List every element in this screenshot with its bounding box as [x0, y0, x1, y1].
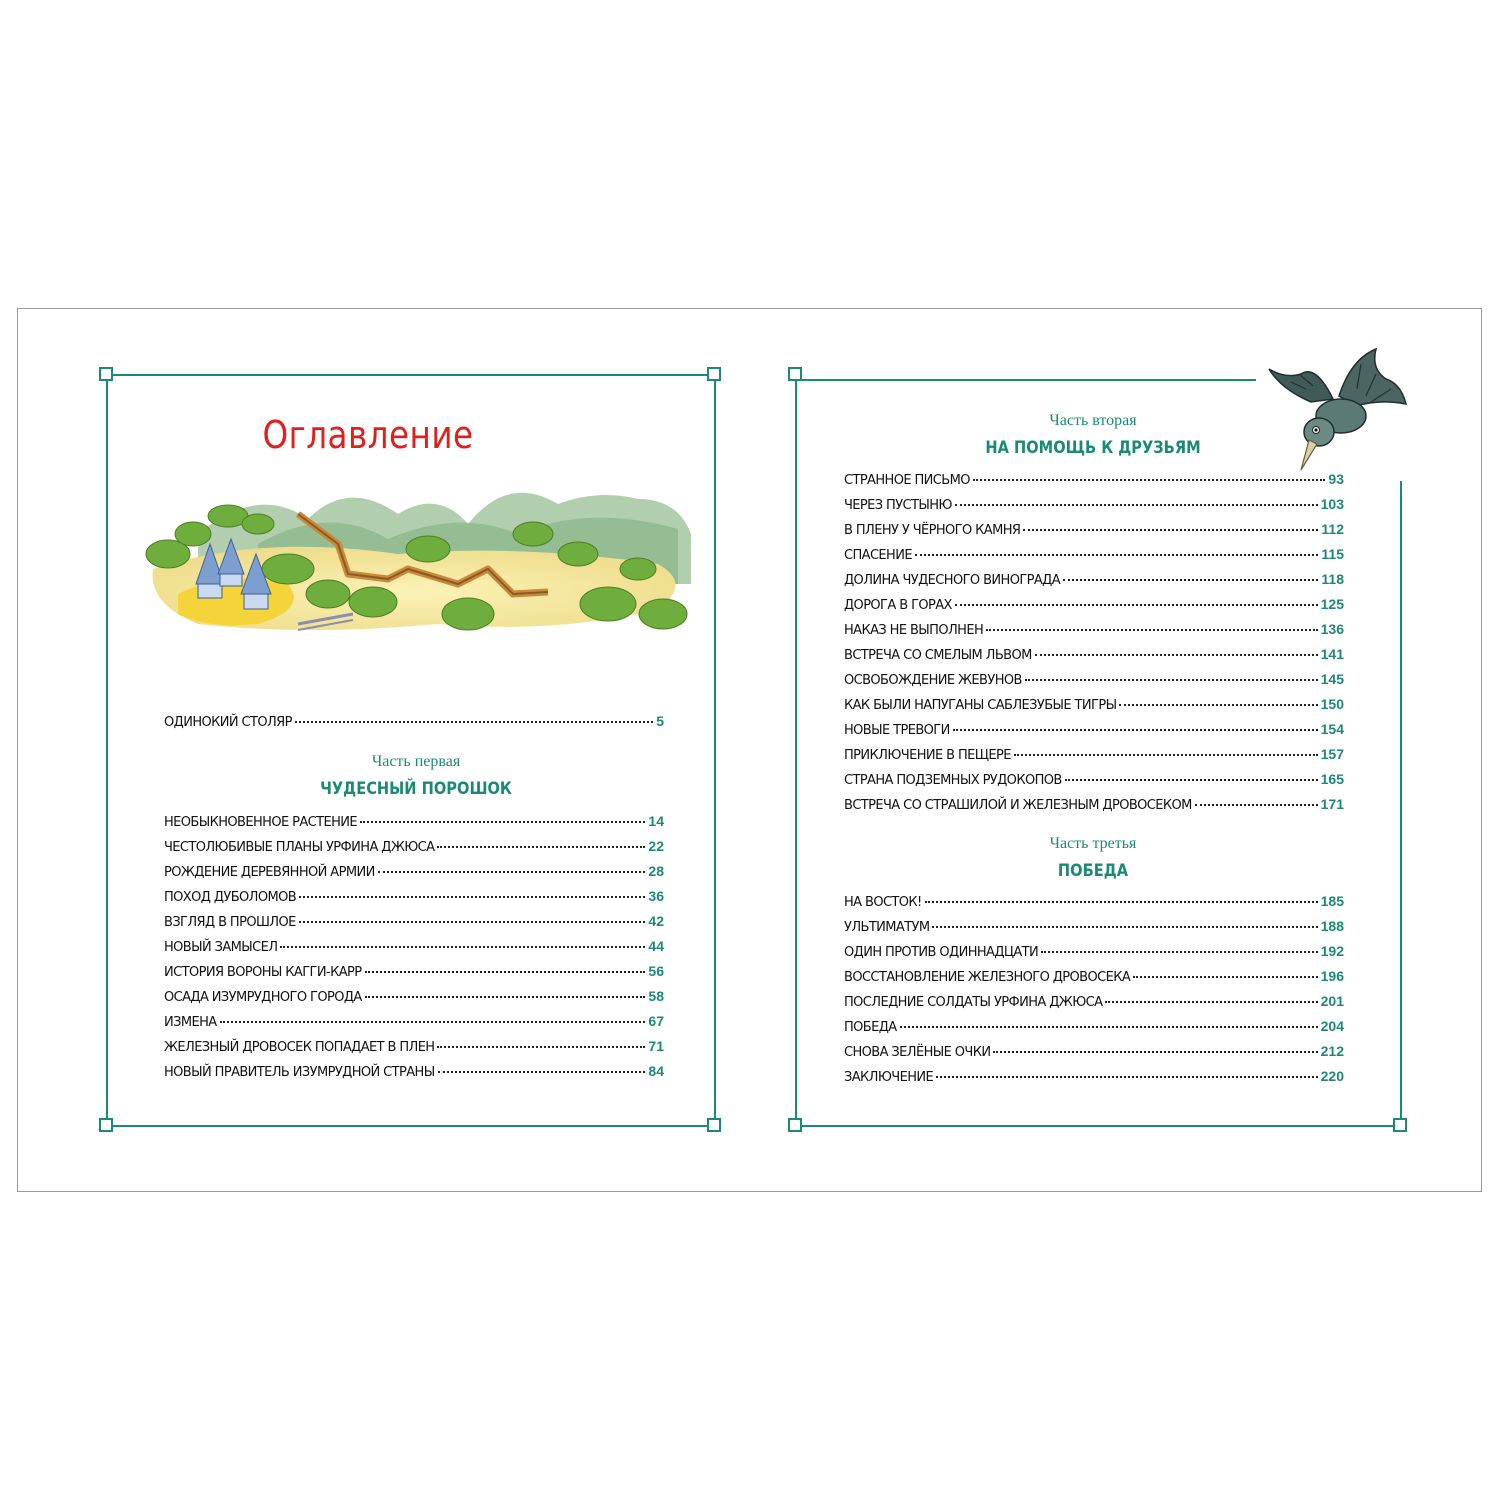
toc-entry-page: 112	[1321, 521, 1344, 537]
landscape-illustration-icon	[138, 474, 698, 649]
toc-entry[interactable]	[164, 909, 664, 934]
toc-entry[interactable]	[164, 1009, 664, 1034]
toc-entry-title: ЧЕРЕЗ ПУСТЫНЮ	[844, 498, 952, 513]
toc-entry-page: 185	[1320, 893, 1344, 909]
toc-entry-page: 58	[648, 988, 664, 1004]
right-frame-left	[795, 374, 797, 1125]
leader-dots	[299, 920, 646, 923]
part2-label: Часть вторая	[1049, 412, 1137, 429]
toc-entry-title: СТРАНА ПОДЗЕМНЫХ РУДОКОПОВ	[844, 773, 1062, 788]
toc-entry-page: 192	[1320, 943, 1344, 959]
toc-entry[interactable]	[844, 467, 1344, 492]
toc-entry-title: СНОВА ЗЕЛЁНЫЕ ОЧКИ	[844, 1045, 991, 1060]
toc-entry-page: 36	[648, 888, 664, 904]
toc-entry-title: НАКАЗ НЕ ВЫПОЛНЕН	[844, 623, 984, 638]
toc-entry-page: 28	[648, 863, 664, 879]
toc-entry-title: СТРАННОЕ ПИСЬМО	[844, 473, 970, 488]
toc-entry[interactable]	[164, 859, 664, 884]
toc-entry-title: ЖЕЛЕЗНЫЙ ДРОВОСЕК ПОПАДАЕТ В ПЛЕН	[164, 1040, 435, 1055]
toc-entry[interactable]	[844, 792, 1344, 817]
toc-entry[interactable]	[164, 834, 664, 859]
leader-dots	[925, 900, 1318, 903]
toc-entry[interactable]	[844, 542, 1344, 567]
frame-corner	[1393, 1118, 1407, 1132]
toc-entry[interactable]	[844, 517, 1344, 542]
left-frame-bottom	[106, 1125, 716, 1127]
frame-corner	[99, 1118, 113, 1132]
leader-dots	[365, 995, 646, 998]
leader-dots	[1195, 803, 1318, 806]
intro-toc	[164, 709, 664, 734]
leader-dots	[437, 1045, 645, 1048]
toc-entry-page: 212	[1320, 1043, 1344, 1059]
toc-entry[interactable]	[844, 939, 1344, 964]
part1-title: ЧУДЕСНЫЙ ПОРОШОК	[320, 779, 512, 799]
toc-entry-title: ИЗМЕНА	[164, 1015, 217, 1030]
toc-entry-title: ПРИКЛЮЧЕНИЕ В ПЕЩЕРЕ	[844, 748, 1011, 763]
toc-entry-title: ДОРОГА В ГОРАХ	[844, 598, 952, 613]
toc-entry-title: ПОБЕДА	[844, 1020, 897, 1035]
part2-title: НА ПОМОЩЬ К ДРУЗЬЯМ	[985, 438, 1201, 458]
toc-entry[interactable]	[844, 964, 1344, 989]
frame-corner	[707, 1118, 721, 1132]
leader-dots	[973, 478, 1326, 481]
leader-dots	[437, 845, 645, 848]
toc-entry-title: НОВЫЙ ПРАВИТЕЛЬ ИЗУМРУДНОЙ СТРАНЫ	[164, 1065, 435, 1080]
toc-entry[interactable]	[164, 1059, 664, 1084]
toc-entry[interactable]	[164, 934, 664, 959]
toc-entry-title: ЧЕСТОЛЮБИВЫЕ ПЛАНЫ УРФИНА ДЖЮСА	[164, 840, 435, 855]
toc-entry[interactable]	[164, 809, 664, 834]
toc-entry-page: 93	[1328, 471, 1344, 487]
frame-corner	[99, 367, 113, 381]
toc-entry-page: 5	[656, 713, 664, 729]
toc-entry-page: 67	[648, 1013, 664, 1029]
toc-entry-title: ВСТРЕЧА СО СТРАШИЛОЙ И ЖЕЛЕЗНЫМ ДРОВОСЕКОМ	[844, 798, 1192, 813]
leader-dots	[378, 870, 646, 873]
part1-toc	[164, 809, 664, 1084]
toc-entry-page: 103	[1320, 496, 1344, 512]
toc-entry-title: ОСАДА ИЗУМРУДНОГО ГОРОДА	[164, 990, 362, 1005]
toc-entry-page: 157	[1320, 746, 1344, 762]
leader-dots	[953, 728, 1318, 731]
frame-corner	[707, 367, 721, 381]
toc-entry[interactable]	[844, 492, 1344, 517]
leader-dots	[365, 970, 646, 973]
toc-entry-page: 125	[1320, 596, 1344, 612]
toc-entry-title: СПАСЕНИЕ	[844, 548, 912, 563]
leader-dots	[295, 720, 653, 723]
toc-entry-page: 118	[1321, 571, 1344, 587]
toc-entry[interactable]	[844, 1064, 1344, 1089]
left-frame-left	[106, 374, 108, 1125]
leader-dots	[993, 1050, 1317, 1053]
toc-entry-page: 201	[1320, 993, 1344, 1009]
part2-toc	[844, 467, 1344, 817]
toc-entry[interactable]	[844, 592, 1344, 617]
toc-entry-page: 136	[1320, 621, 1344, 637]
toc-entry-title: НОВЫЙ ЗАМЫСЕЛ	[164, 940, 278, 955]
toc-entry-title: НОВЫЕ ТРЕВОГИ	[844, 723, 950, 738]
toc-entry[interactable]	[844, 567, 1344, 592]
leader-dots	[1105, 1000, 1317, 1003]
toc-entry-page: 188	[1320, 918, 1344, 934]
toc-entry-title: ВОССТАНОВЛЕНИЕ ЖЕЛЕЗНОГО ДРОВОСЕКА	[844, 970, 1131, 985]
frame-corner	[788, 1118, 802, 1132]
toc-entry-title: ВЗГЛЯД В ПРОШЛОЕ	[164, 915, 296, 930]
leader-dots	[438, 1070, 646, 1073]
toc-entry[interactable]	[844, 667, 1344, 692]
toc-entry-page: 150	[1320, 696, 1344, 712]
toc-entry-page: 42	[648, 913, 664, 929]
toc-entry[interactable]	[844, 914, 1344, 939]
toc-entry[interactable]	[844, 742, 1344, 767]
toc-entry-page: 14	[648, 813, 664, 829]
leader-dots	[955, 603, 1318, 606]
toc-entry-page: 165	[1320, 771, 1344, 787]
toc-entry-page: 171	[1320, 796, 1344, 812]
leader-dots	[1025, 678, 1318, 681]
leader-dots	[915, 553, 1318, 556]
toc-entry[interactable]	[844, 617, 1344, 642]
toc-entry[interactable]	[844, 642, 1344, 667]
toc-entry-title: ДОЛИНА ЧУДЕСНОГО ВИНОГРАДА	[844, 573, 1061, 588]
leader-dots	[1023, 528, 1318, 531]
part3-toc	[844, 889, 1344, 1089]
toc-entry[interactable]	[164, 959, 664, 984]
toc-entry[interactable]	[164, 709, 664, 734]
toc-entry-page: 84	[648, 1063, 664, 1079]
book-spread	[17, 308, 1482, 1192]
toc-entry-page: 71	[648, 1038, 664, 1054]
leader-dots	[1063, 578, 1318, 581]
toc-entry-page: 115	[1321, 546, 1344, 562]
toc-entry-page: 22	[648, 838, 664, 854]
left-frame-top	[106, 374, 716, 376]
toc-entry-page: 56	[648, 963, 664, 979]
toc-entry[interactable]	[844, 692, 1344, 717]
part1-label: Часть первая	[371, 753, 461, 770]
leader-dots	[280, 945, 645, 948]
toc-entry-title: ИСТОРИЯ ВОРОНЫ КАГГИ-КАРР	[164, 965, 362, 980]
right-frame-top	[791, 379, 1256, 381]
toc-entry-title: В ПЛЕНУ У ЧЁРНОГО КАМНЯ	[844, 523, 1021, 538]
toc-entry-title: ПОХОД ДУБОЛОМОВ	[164, 890, 297, 905]
left-frame-right	[714, 374, 716, 1125]
leader-dots	[1035, 653, 1318, 656]
leader-dots	[360, 820, 645, 823]
toc-entry-title: ОДИН ПРОТИВ ОДИННАДЦАТИ	[844, 945, 1039, 960]
toc-entry-page: 141	[1320, 646, 1344, 662]
toc-entry-page: 44	[648, 938, 664, 954]
toc-entry-page: 204	[1320, 1018, 1344, 1034]
toc-entry[interactable]	[844, 1039, 1344, 1064]
leader-dots	[220, 1020, 646, 1023]
part3-title: ПОБЕДА	[1057, 861, 1129, 881]
crow-illustration-icon	[1261, 344, 1411, 474]
leader-dots	[1133, 975, 1318, 978]
toc-entry-page: 154	[1320, 721, 1344, 737]
toc-entry-title: ЗАКЛЮЧЕНИЕ	[844, 1070, 934, 1085]
leader-dots	[299, 895, 645, 898]
right-frame-right	[1400, 481, 1402, 1125]
toc-entry-title: ПОСЛЕДНИЕ СОЛДАТЫ УРФИНА ДЖЮСА	[844, 995, 1103, 1010]
frame-corner	[788, 367, 802, 381]
toc-entry-page: 196	[1320, 968, 1344, 984]
toc-entry[interactable]	[844, 767, 1344, 792]
leader-dots	[1014, 753, 1318, 756]
leader-dots	[932, 925, 1317, 928]
toc-entry-page: 145	[1320, 671, 1344, 687]
toc-entry[interactable]	[164, 984, 664, 1009]
toc-entry[interactable]	[844, 1014, 1344, 1039]
leader-dots	[955, 503, 1318, 506]
toc-entry-title: ОСВОБОЖДЕНИЕ ЖЕВУНОВ	[844, 673, 1022, 688]
right-frame-bottom	[791, 1125, 1401, 1127]
toc-entry[interactable]	[844, 889, 1344, 914]
toc-entry-title: РОЖДЕНИЕ ДЕРЕВЯННОЙ АРМИИ	[164, 865, 375, 880]
toc-entry[interactable]	[164, 1034, 664, 1059]
toc-entry-title: КАК БЫЛИ НАПУГАНЫ САБЛЕЗУБЫЕ ТИГРЫ	[844, 698, 1117, 713]
toc-entry-title: ОДИНОКИЙ СТОЛЯР	[164, 715, 292, 730]
toc-entry-title: НЕОБЫКНОВЕННОЕ РАСТЕНИЕ	[164, 815, 357, 830]
leader-dots	[1065, 778, 1318, 781]
toc-entry-title: НА ВОСТОК!	[844, 895, 922, 910]
part3-label: Часть третья	[1049, 835, 1137, 852]
toc-entry-title: ВСТРЕЧА СО СМЕЛЫМ ЛЬВОМ	[844, 648, 1032, 663]
toc-entry[interactable]	[164, 884, 664, 909]
toc-entry[interactable]	[844, 989, 1344, 1014]
leader-dots	[936, 1075, 1318, 1078]
leader-dots	[1041, 950, 1317, 953]
toc-entry-page: 220	[1320, 1068, 1344, 1084]
leader-dots	[1119, 703, 1317, 706]
leader-dots	[986, 628, 1318, 631]
leader-dots	[900, 1025, 1318, 1028]
page-title: Оглавление	[262, 413, 474, 457]
toc-entry-title: УЛЬТИМАТУМ	[844, 920, 930, 935]
toc-entry[interactable]	[844, 717, 1344, 742]
